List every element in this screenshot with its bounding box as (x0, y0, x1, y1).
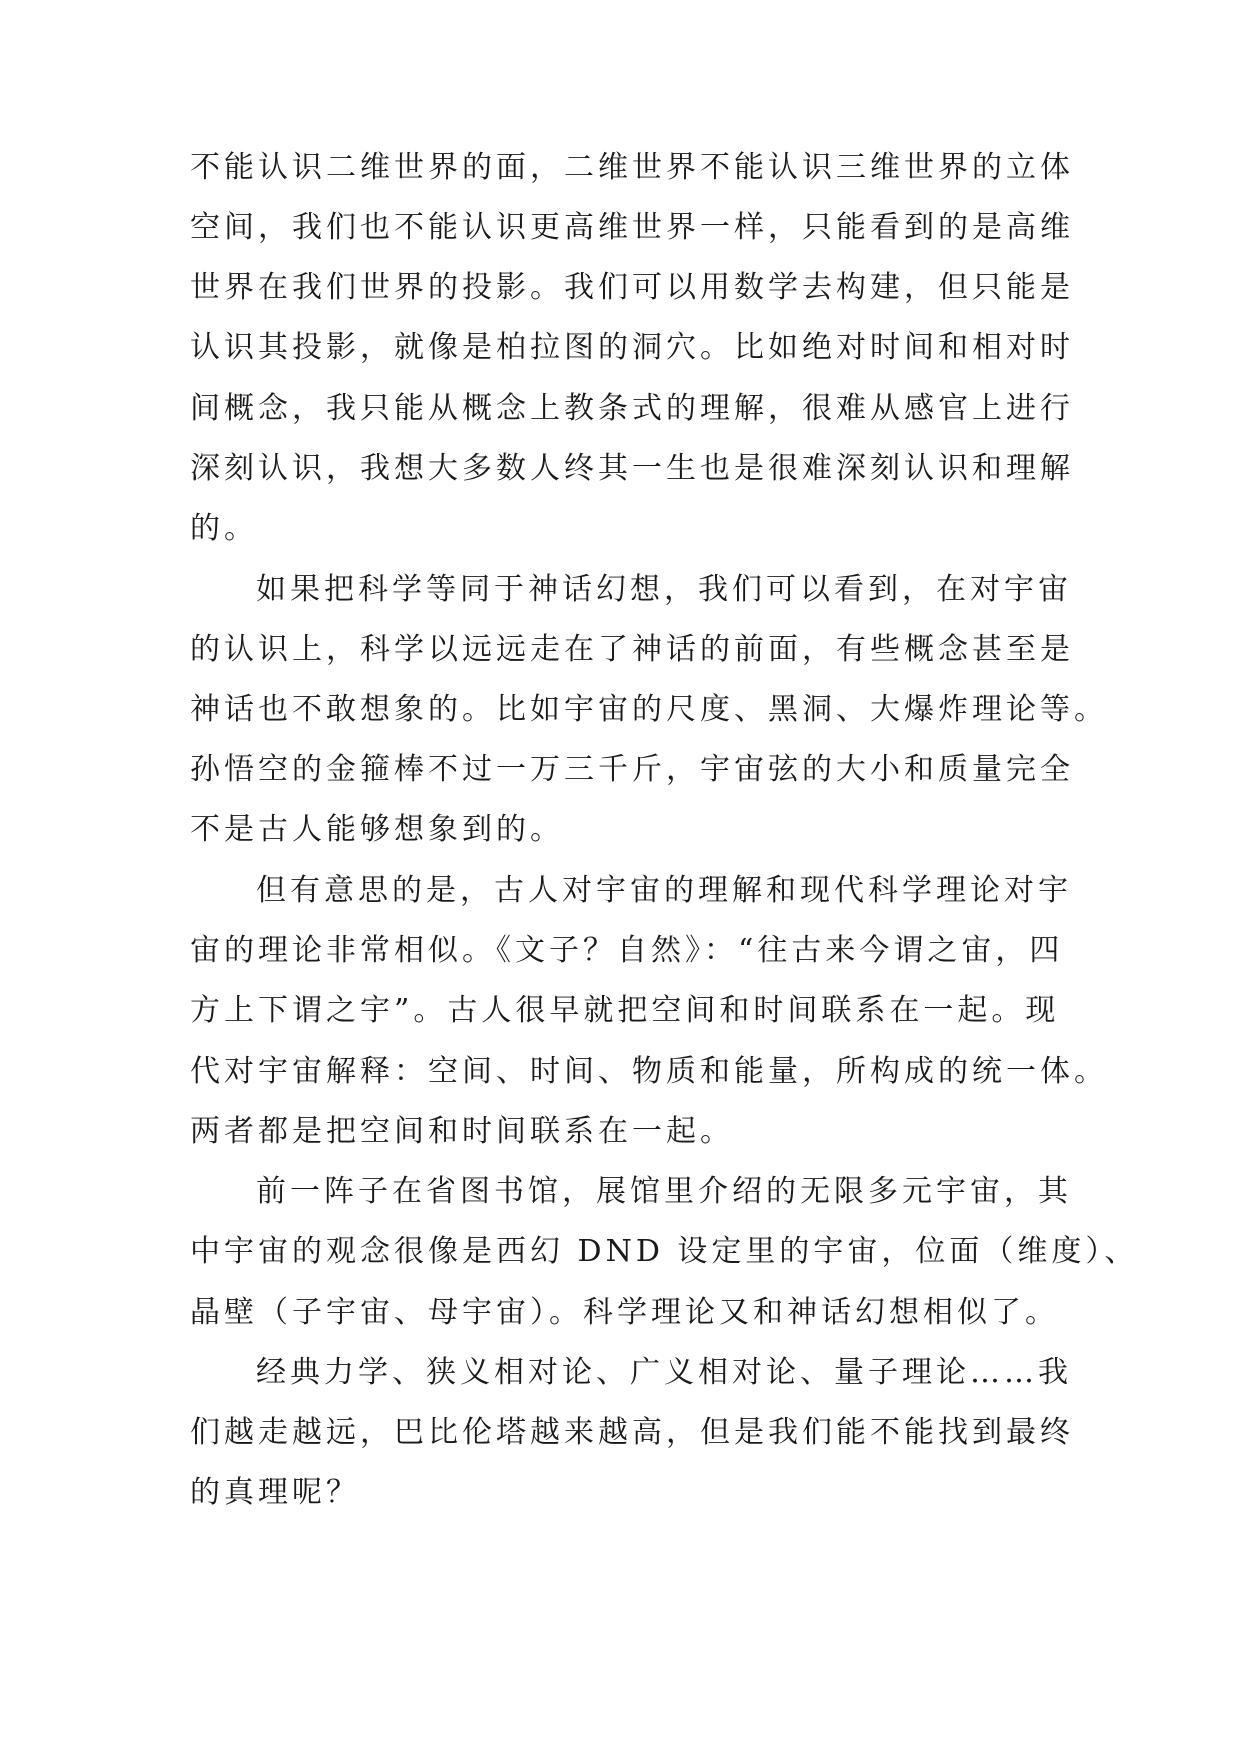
text-line: 代对宇宙解释：空间、时间、物质和能量，所构成的统一体。 (190, 1054, 1108, 1089)
paragraph-start-line: 但有意思的是，古人对宇宙的理解和现代科学理论对宇 (256, 873, 1072, 908)
text-line: 认识其投影，就像是柏拉图的洞穴。比如绝对时间和相对时 (190, 330, 1074, 365)
text-line: 不是古人能够想象到的。 (190, 812, 564, 847)
text-line: 的。 (190, 511, 258, 546)
text-line: 们越走越远，巴比伦塔越来越高，但是我们能不能找到最终 (190, 1415, 1074, 1450)
text-line: 深刻认识，我想大多数人终其一生也是很难深刻认识和理解 (190, 451, 1074, 486)
text-line: 的真理呢？ (190, 1475, 360, 1510)
text-line: 神话也不敢想象的。比如宇宙的尺度、黑洞、大爆炸理论等。 (190, 692, 1108, 727)
paragraph-start-line: 前一阵子在省图书馆，展馆里介绍的无限多元宇宙，其 (256, 1174, 1072, 1209)
text-line: 空间，我们也不能认识更高维世界一样，只能看到的是高维 (190, 210, 1074, 245)
text-line: 宙的理论非常相似。《文子？自然》：“往古来今谓之宙，四 (190, 933, 1064, 968)
text-line: 孙悟空的金箍棒不过一万三千斤，宇宙弦的大小和质量完全 (190, 752, 1074, 787)
text-line: 世界在我们世界的投影。我们可以用数学去构建，但只能是 (190, 270, 1074, 305)
text-line: 晶壁（子宇宙、母宇宙）。科学理论又和神话幻想相似了。 (190, 1295, 1059, 1330)
text-line: 不能认识二维世界的面，二维世界不能认识三维世界的立体 (190, 150, 1074, 185)
text-line: 两者都是把空间和时间联系在一起。 (190, 1114, 734, 1149)
paragraph-start-line: 经典力学、狭义相对论、广义相对论、量子理论……我 (256, 1355, 1072, 1390)
text-line: 的认识上，科学以远远走在了神话的前面，有些概念甚至是 (190, 632, 1074, 667)
text-line: 方上下谓之宇”。古人很早就把空间和时间联系在一起。现 (190, 993, 1060, 1028)
text-line: 间概念，我只能从概念上教条式的理解，很难从感官上进行 (190, 391, 1074, 426)
paragraph-start-line: 如果把科学等同于神话幻想，我们可以看到，在对宇宙 (256, 572, 1072, 607)
text-line: 中宇宙的观念很像是西幻 DND 设定里的宇宙，位面（维度）、 (190, 1234, 1139, 1269)
